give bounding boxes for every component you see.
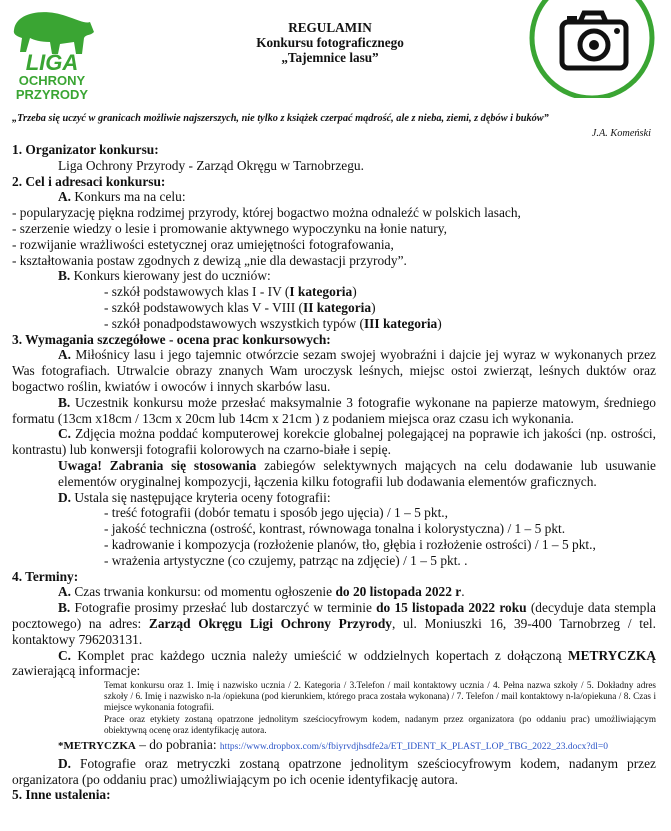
section-1-title: 1. Organizator konkursu:: [12, 142, 159, 157]
s4-b-text: Fotografie prosimy przesłać lub dostarczyć w terminie: [70, 600, 377, 616]
letter-a: A.: [58, 584, 72, 600]
letter-b: B.: [58, 394, 71, 410]
s3-b-text: Uczestnik konkursu może przesłać maksymalnie 3 fotografie wykonane na papierze matowym, średniego formatu (13cm x18cm / 13cm x 20cm lub 14cm x 21cm ) z podaniem miejsca oraz czasu ich wykonania.: [12, 394, 656, 426]
group-end: ): [352, 284, 357, 300]
organization-name: Zarząd Okręgu Ligi Ochrony Przyrody: [148, 615, 392, 631]
s3-point-d: [12, 490, 656, 506]
s4-d-text: Fotografie oraz metryczki zostaną opatrzone jednolitym sześciocyfrowym kodem, nadanym przez organizatora (po oddaniu prac) umożliwiającym po ich ocenie identyfikację autora.: [12, 755, 656, 787]
s3-a-text: Miłośnicy lasu i jego tajemnic otwórzcie sezam swojej wyobraźni i dajcie jej wyraz w wykonanych przez Was fotografiach. Utrwalcie obrazy znanych Wam uroczysk leśnych, miejsc ostoi zwierząt, leśnych duktów oraz bogactwo roślin, kwiatów i owoców i innych skarbów lasu.: [12, 347, 656, 394]
s4-b-text2: (decyduje data stempla pocztowego) na adres:: [12, 600, 656, 631]
document-body: [12, 142, 656, 803]
doc-title: REGULAMIN: [288, 20, 372, 35]
s3-point-b: [12, 395, 656, 427]
group-category: I kategoria: [289, 284, 353, 300]
group-text: - szkół ponadpodstawowych wszystkich typów (: [104, 315, 364, 331]
goal-item: - rozwijanie wrażliwości estetycznej oraz umiejętności fotografowania,: [12, 236, 394, 252]
group-end: ): [371, 299, 376, 315]
group-text: - szkół podstawowych klas V - VIII (: [104, 299, 303, 315]
s2-point-b: [12, 268, 656, 284]
goal-item: - szerzenie wiedzy o lesie i promowanie aktywnego wypoczynku na łonie natury,: [12, 220, 447, 236]
letter-a: A.: [58, 189, 72, 205]
s3-point-c: [12, 426, 656, 458]
warning-text: zabiegów selektywnych mających na celu dodawanie lub usuwanie elementów oryginalnej kompozycji, łączenia kilku fotografii lub dodawania elementów graficznych.: [58, 457, 656, 489]
group-end: ): [437, 315, 442, 331]
submission-date: do 15 listopada 2022 roku: [376, 600, 527, 616]
s2-a-text: Konkurs ma na celu:: [71, 189, 186, 205]
criteria-item: - jakość techniczna (ostrość, kontrast, równowaga tonalna i kolorystyczna) / 1 – 5 pkt.: [104, 521, 566, 537]
section-3-title: 3. Wymagania szczegółowe - ocena prac konkursowych:: [12, 331, 331, 347]
letter-c: C.: [58, 426, 72, 442]
s4-point-c: [12, 648, 656, 680]
s3-d-text: Ustala się następujące kryteria oceny fotografii:: [71, 489, 331, 505]
letter-d: D.: [58, 755, 72, 771]
organizer-text: Liga Ochrony Przyrody - Zarząd Okręgu w Tarnobrzegu.: [58, 157, 364, 173]
warning-bold: Uwaga! Zabrania się stosowania: [58, 457, 257, 473]
contest-name: „Tajemnice lasu”: [281, 50, 379, 65]
section-5-title: 5. Inne ustalenia:: [12, 787, 111, 803]
group-category: II kategoria: [302, 299, 372, 315]
group-category: III kategoria: [363, 315, 438, 331]
document-header: [210, 20, 450, 65]
metryczka-bold: METRYCZKĄ: [567, 647, 656, 663]
s2-b-text: Konkurs kierowany jest do uczniów:: [70, 268, 271, 284]
logo-text-ochrony: OCHRONY: [18, 73, 86, 88]
section-2-title: 2. Cel i adresaci konkursu:: [12, 173, 166, 189]
group-item: [12, 316, 656, 332]
s3-c-text: Zdjęcia można poddać komputerowej korekcie globalnej polegającej na poprawie ich jakości (np. ostrości, kontrastu) lub konwersji fotografii kolorowych na czarno-białe i sepię.: [12, 426, 656, 458]
s4-point-a: [12, 584, 656, 600]
letter-b: B.: [58, 600, 71, 616]
coding-info: Prace oraz etykiety zostaną opatrzone jednolitym sześciocyfrowym kodem, nadanym przez organizatora (po oddaniu prac) umożliwiającym obiektywną ocenę oraz identyfikację autora.: [104, 714, 656, 736]
logo-text-liga: LIGA: [25, 50, 79, 75]
letter-c: C.: [58, 647, 72, 663]
criteria-item: - kadrowanie i kompozycja (rozłożenie planów, tło, głębia i rozłożenie ostrości) / 1 – 5 pkt.,: [104, 536, 596, 552]
end-date: do 20 listopada 2022 r: [335, 584, 462, 600]
metryczka-label: *METRYCZKA: [58, 740, 136, 753]
logo-text-przyrody: PRZYRODY: [15, 87, 89, 102]
doc-subtitle: Konkursu fotograficznego: [256, 35, 404, 50]
s3-warning: [12, 458, 656, 490]
metryczka-download: [12, 737, 656, 756]
letter-a: A.: [58, 347, 72, 363]
s4-point-d: [12, 756, 656, 788]
goal-item: - kształtowania postaw zgodnych z dewizą „nie dla dewastacji przyrody”.: [12, 252, 407, 268]
motto: „Trzeba się uczyć w granicach możliwie najszerszych, nie tylko z książek czerpać mądrość, ale z nieba, ziemi, z dębów i buków”: [12, 113, 549, 124]
bison-logo-icon: [4, 2, 100, 102]
goal-item: - popularyzację piękna rodzimej przyrody, której bogactwo można odnaleźć w polskich lasach,: [12, 205, 521, 221]
s4-a-end: .: [461, 584, 465, 600]
section-4-title: 4. Terminy:: [12, 568, 79, 584]
s4-b-address: , ul. Moniuszki 16, 39-400 Tarnobrzeg / tel. kontaktowy 796203131.: [12, 615, 656, 647]
s2-point-a: [12, 189, 656, 205]
s4-c-text: Komplet prac każdego ucznia należy umieścić w oddzielnych kopertach z dołączoną: [71, 647, 568, 663]
group-item: [12, 284, 656, 300]
motto-author: J.A. Komeński: [591, 128, 651, 139]
camera-icon: [524, 0, 660, 98]
metryczka-text: – do pobrania:: [135, 737, 220, 753]
s4-point-b: [12, 600, 656, 647]
criteria-item: - wrażenia artystyczne (co czujemy, patrząc na zdjęcie) / 1 – 5 pkt. .: [104, 552, 468, 568]
letter-b: B.: [58, 268, 71, 284]
criteria-item: - treść fotografii (dobór tematu i sposób jego ujęcia) / 1 – 5 pkt.,: [104, 505, 448, 521]
s3-point-a: [12, 347, 656, 394]
s4-a-text: Czas trwania konkursu: od momentu ogłoszenie: [71, 584, 336, 600]
s4-c-text2: zawierającą informacje:: [12, 663, 141, 679]
metryczka-link[interactable]: https://www.dropbox.com/s/fbiyrvdjhsdfe2a/ET_IDENT_K_PLAST_LOP_TBG_2022_23.docx?dl=0: [219, 742, 609, 753]
group-item: [12, 300, 656, 316]
letter-d: D.: [58, 489, 72, 505]
metryczka-info: Temat konkursu oraz 1. Imię i nazwisko ucznia / 2. Kategoria / 3.Telefon / mail kontaktowy ucznia / 4. Pełna nazwa szkoły / 5. Dokładny adres szkoły / 6. Imię i nazwisko n-la /opiekuna (pod kierunkiem, którego praca została wykonana) / 7. Telefon / mail kontaktowy n-la/opiekuna / 8. Czas i miejsce wykonania fotografii.: [104, 680, 656, 713]
group-text: - szkół podstawowych klas I - IV (: [104, 284, 290, 300]
